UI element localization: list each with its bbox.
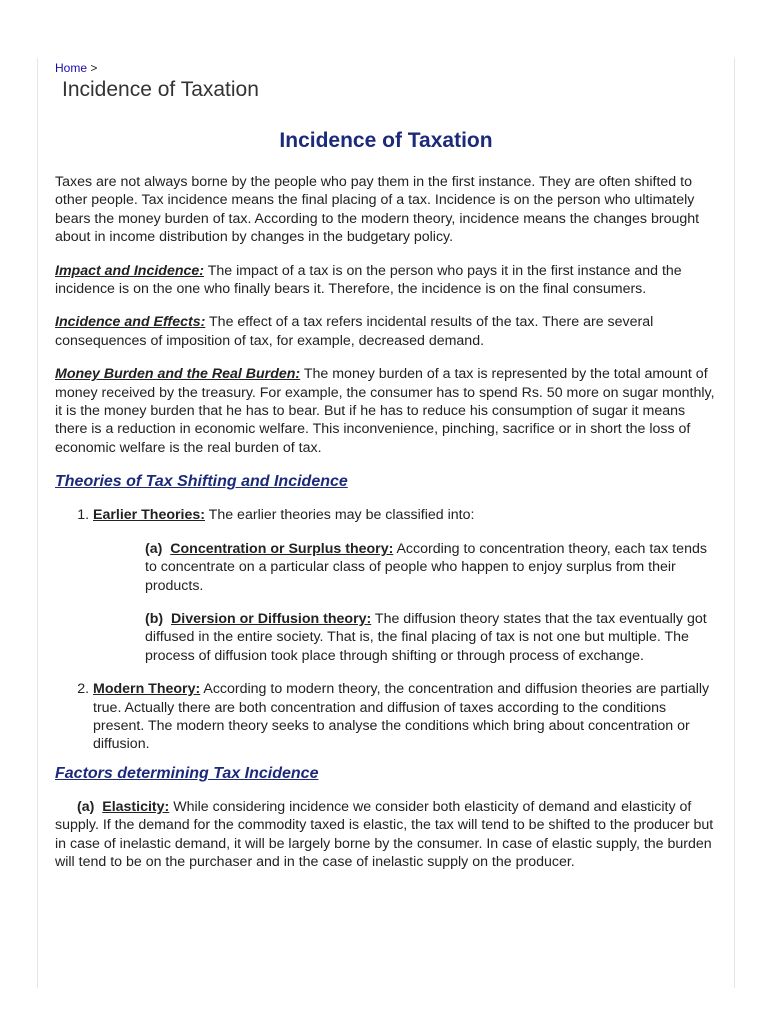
elasticity-term: Elasticity: (102, 798, 170, 815)
breadcrumb-separator: > (90, 61, 98, 75)
list-item-modern (93, 680, 717, 754)
elasticity-paragraph (55, 798, 717, 872)
factors-heading: Factors determining Tax Incidence (55, 764, 319, 782)
concentration-text: According to concentration theory, each tax tends to concentrate on a particular class of people who happen to enjoy surplus from their products. (145, 540, 707, 594)
diffusion-term: Diversion or Diffusion theory: (171, 610, 372, 627)
modern-text: According to modern theory, the concentration and diffusion theories are partially true. Actually there are both concentration and diffusion of taxes according to the conditions present. The modern theory seeks to analyse the conditions which bring about concentration or diffusion. (93, 681, 710, 753)
impact-paragraph (55, 262, 717, 299)
burden-paragraph (55, 365, 717, 457)
content (55, 58, 717, 886)
impact-text: The impact of a tax is on the person who pays it in the first instance and the incidence is on the one who finally bears it. Therefore, the incidence is on the final consumers. (55, 262, 682, 298)
effects-term: Incidence and Effects: (55, 314, 206, 331)
page-title: Incidence of Taxation (62, 78, 259, 101)
diffusion-label: (b) (145, 610, 164, 627)
earlier-text: The earlier theories may be classified into: (204, 507, 475, 524)
diffusion-theory (145, 610, 717, 665)
concentration-theory (145, 540, 717, 595)
elasticity-label: (a) (77, 798, 95, 815)
concentration-label: (a) (145, 540, 163, 557)
document-heading: Incidence of Taxation (279, 129, 493, 152)
breadcrumb (55, 61, 717, 75)
intro-paragraph: Taxes are not always borne by the people who pay them in the first instance. They are often shifted to other people. Tax incidence means the final placing of a tax. Incidence is on the person who ultimately bears the money burden of tax. According to the modern theory, incidence means the changes brought about in income distribution by changes in the budgetary policy. (55, 174, 700, 246)
impact-term: Impact and Incidence: (55, 262, 205, 279)
burden-term: Money Burden and the Real Burden: (55, 366, 301, 383)
breadcrumb-home-link[interactable]: Home (55, 61, 88, 75)
earlier-term: Earlier Theories: (93, 507, 205, 524)
effects-paragraph (55, 313, 717, 350)
elasticity-text: While considering incidence we consider both elasticity of demand and elasticity of supply. If the demand for the commodity taxed is elastic, the tax will tend to be shifted to the producer but in case of inelastic demand, it will be largely borne by the consumer. In case of elastic supply, the burden will tend to be on the purchaser and in the case of inelastic supply on the producer. (55, 798, 714, 870)
concentration-term: Concentration or Surplus theory: (170, 540, 394, 557)
effects-text: The effect of a tax refers incidental results of the tax. There are several consequences of imposition of tax, for example, decreased demand. (55, 314, 654, 349)
burden-text: The money burden of a tax is represented by the total amount of money received by the treasury. For example, the consumer has to spend Rs. 50 more on sugar monthly, it is the money burden that he has to bear. But if he has to reduce his consumption of sugar it means there is a reduction in economic welfare. This inconvenience, pinching, sacrifice or in short the loss of economic welfare is the real burden of tax. (55, 366, 715, 456)
theories-list (55, 506, 717, 753)
list-item-earlier (93, 506, 717, 665)
diffusion-text: The diffusion theory states that the tax eventually got diffused in the entire society. That is, the final placing of tax is not one but multiple. The process of diffusion took place through shifting or through process of exchange. (145, 610, 707, 664)
theories-heading: Theories of Tax Shifting and Incidence (55, 473, 348, 491)
modern-term: Modern Theory: (93, 681, 201, 698)
